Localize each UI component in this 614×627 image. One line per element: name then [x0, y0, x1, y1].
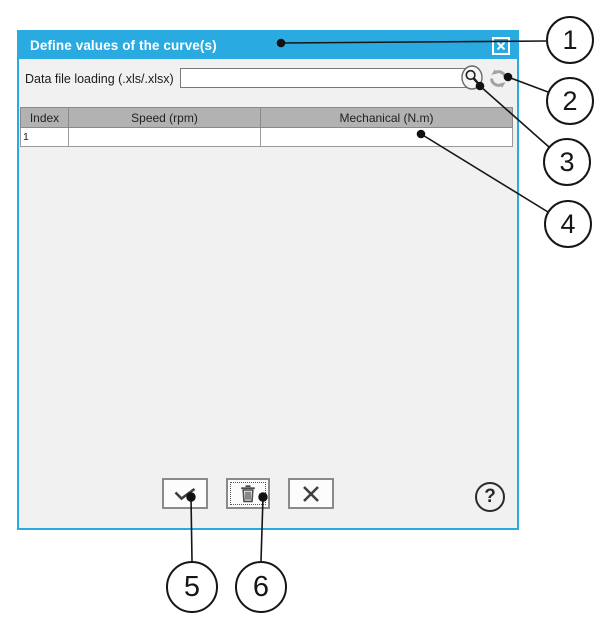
trash-icon [240, 484, 256, 503]
callout-2: 2 [546, 77, 594, 125]
callout-1: 1 [546, 16, 594, 64]
column-header-mechanical: Mechanical (N.m) [261, 108, 513, 128]
callout-3: 3 [543, 138, 591, 186]
cross-icon [302, 485, 320, 503]
delete-row-button[interactable] [226, 478, 270, 509]
dialog-title: Define values of the curve(s) [30, 38, 217, 53]
refresh-icon [488, 68, 509, 89]
table-row [21, 128, 513, 147]
curve-values-table [20, 107, 513, 147]
cell-speed[interactable] [69, 128, 261, 147]
browse-file-button[interactable] [461, 65, 483, 90]
question-mark-icon: ? [484, 486, 496, 507]
callout-6: 6 [235, 561, 287, 613]
cancel-button[interactable] [288, 478, 334, 509]
close-icon [497, 42, 505, 50]
callout-4: 4 [544, 200, 592, 248]
callout-5: 5 [166, 561, 218, 613]
help-button[interactable] [475, 482, 505, 512]
cell-index: 1 [21, 128, 69, 147]
close-button[interactable] [492, 37, 510, 55]
cell-mechanical[interactable] [261, 128, 513, 147]
table-header-row [21, 108, 513, 128]
dialog-titlebar [19, 32, 517, 59]
column-header-index: Index [21, 108, 69, 128]
data-file-path-input[interactable] [180, 68, 467, 88]
column-header-speed: Speed (rpm) [69, 108, 261, 128]
data-file-loading-label: Data file loading (.xls/.xlsx) [25, 72, 174, 86]
magnifier-icon [461, 65, 483, 90]
refresh-button[interactable] [488, 68, 509, 89]
validate-button[interactable] [162, 478, 208, 509]
check-icon [173, 486, 197, 502]
define-curve-values-dialog [17, 30, 519, 530]
